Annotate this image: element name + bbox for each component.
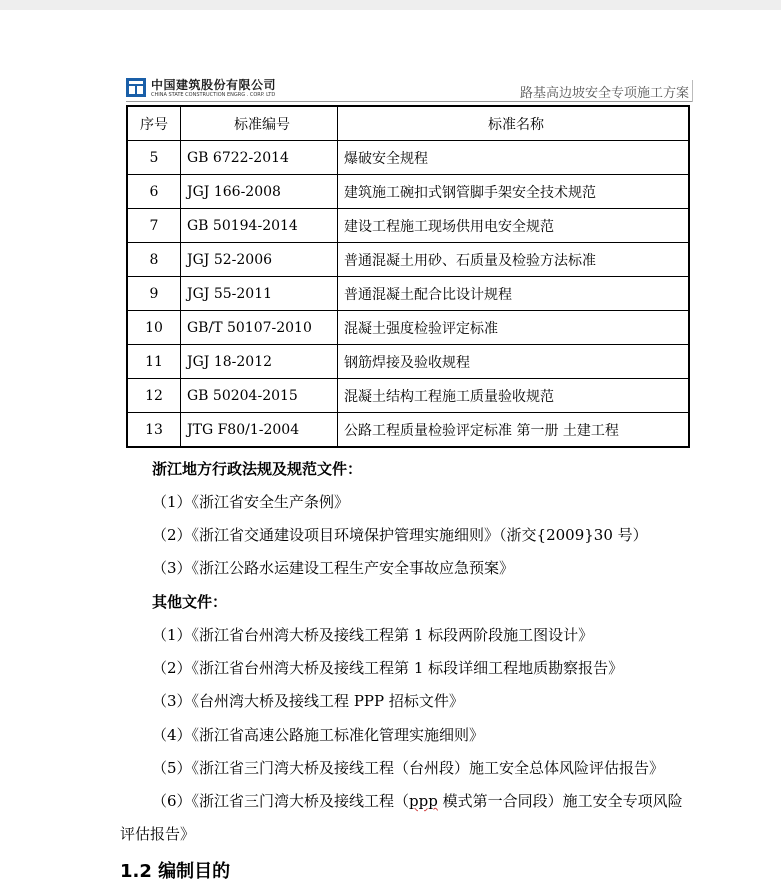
- standards-table: [126, 105, 690, 448]
- cell-code: JGJ 52-2006: [181, 243, 338, 277]
- cell-code: JGJ 18-2012: [181, 345, 338, 379]
- window-top-bar: [0, 0, 781, 10]
- other-item-2: （2）《浙江省台州湾大桥及接线工程第 1 标段详细工程地质勘察报告》: [152, 659, 624, 677]
- table-row: [127, 243, 689, 277]
- table-row: [127, 175, 689, 209]
- cell-no: 13: [127, 413, 181, 448]
- header-corner-mark: [692, 80, 693, 102]
- cell-no: 10: [127, 311, 181, 345]
- company-name-cn: 中国建筑股份有限公司: [151, 78, 277, 92]
- cell-name: 普通混凝土用砂、石质量及检验方法标准: [338, 243, 690, 277]
- other-item-1: （1）《浙江省台州湾大桥及接线工程第 1 标段两阶段施工图设计》: [152, 626, 594, 644]
- table-header-row: [127, 106, 689, 141]
- zhejiang-item-1: （1）《浙江省安全生产条例》: [152, 493, 350, 511]
- cell-name: 混凝土结构工程施工质量验收规范: [338, 379, 690, 413]
- cell-name: 爆破安全规程: [338, 141, 690, 175]
- table-row: [127, 311, 689, 345]
- cell-no: 12: [127, 379, 181, 413]
- table-row: [127, 277, 689, 311]
- cell-code: JGJ 166-2008: [181, 175, 338, 209]
- cell-name: 普通混凝土配合比设计规程: [338, 277, 690, 311]
- table-row: [127, 141, 689, 175]
- other-item-6-part-b: 模式第一合同段）施工安全专项风险: [437, 792, 683, 810]
- document-title: 路基高边坡安全专项施工方案: [520, 86, 690, 101]
- cell-name: 钢筋焊接及验收规程: [338, 345, 690, 379]
- header-code: 标准编号: [181, 106, 338, 141]
- cell-code: GB 50204-2015: [181, 379, 338, 413]
- table-row: [127, 379, 689, 413]
- cell-no: 8: [127, 243, 181, 277]
- other-heading: 其他文件：: [152, 593, 228, 611]
- spellcheck-word: ppp: [409, 792, 438, 810]
- table-row: [127, 413, 689, 448]
- other-item-3: （3）《台州湾大桥及接线工程 PPP 招标文件》: [152, 692, 464, 710]
- cell-no: 7: [127, 209, 181, 243]
- section-heading: 1.2 编制目的: [120, 861, 231, 882]
- header-name: 标准名称: [338, 106, 690, 141]
- cell-code: JTG F80/1-2004: [181, 413, 338, 448]
- cell-code: JGJ 55-2011: [181, 277, 338, 311]
- cscec-logo-icon: [126, 78, 146, 97]
- company-name-en: CHINA STATE CONSTRUCTION ENGRG . CORP. LTD: [151, 92, 276, 98]
- cell-name: 建设工程施工现场供用电安全规范: [338, 209, 690, 243]
- other-item-6-continuation: 评估报告》: [120, 825, 196, 843]
- zhejiang-item-3: （3）《浙江公路水运建设工程生产安全事故应急预案》: [152, 559, 515, 577]
- header-no: 序号: [127, 106, 181, 141]
- cell-code: GB 6722-2014: [181, 141, 338, 175]
- other-item-5: （5）《浙江省三门湾大桥及接线工程（台州段）施工安全总体风险评估报告》: [152, 759, 665, 777]
- cell-no: 6: [127, 175, 181, 209]
- zhejiang-heading: 浙江地方行政法规及规范文件：: [152, 460, 363, 478]
- zhejiang-item-2: （2）《浙江省交通建设项目环境保护管理实施细则》（浙交{2009}30 号）: [152, 526, 648, 544]
- other-item-6: [152, 790, 683, 811]
- table-row: [127, 209, 689, 243]
- header-divider: [126, 101, 692, 102]
- cell-name: 建筑施工碗扣式钢管脚手架安全技术规范: [338, 175, 690, 209]
- cell-no: 5: [127, 141, 181, 175]
- cell-code: GB 50194-2014: [181, 209, 338, 243]
- cell-no: 9: [127, 277, 181, 311]
- cell-code: GB/T 50107-2010: [181, 311, 338, 345]
- cell-name: 公路工程质量检验评定标准 第一册 土建工程: [338, 413, 690, 448]
- table-row: [127, 345, 689, 379]
- cell-no: 11: [127, 345, 181, 379]
- other-item-6-part-a: （6）《浙江省三门湾大桥及接线工程（: [152, 792, 410, 810]
- other-item-4: （4）《浙江省高速公路施工标准化管理实施细则》: [152, 726, 485, 744]
- cell-name: 混凝土强度检验评定标准: [338, 311, 690, 345]
- table-body: [127, 141, 689, 448]
